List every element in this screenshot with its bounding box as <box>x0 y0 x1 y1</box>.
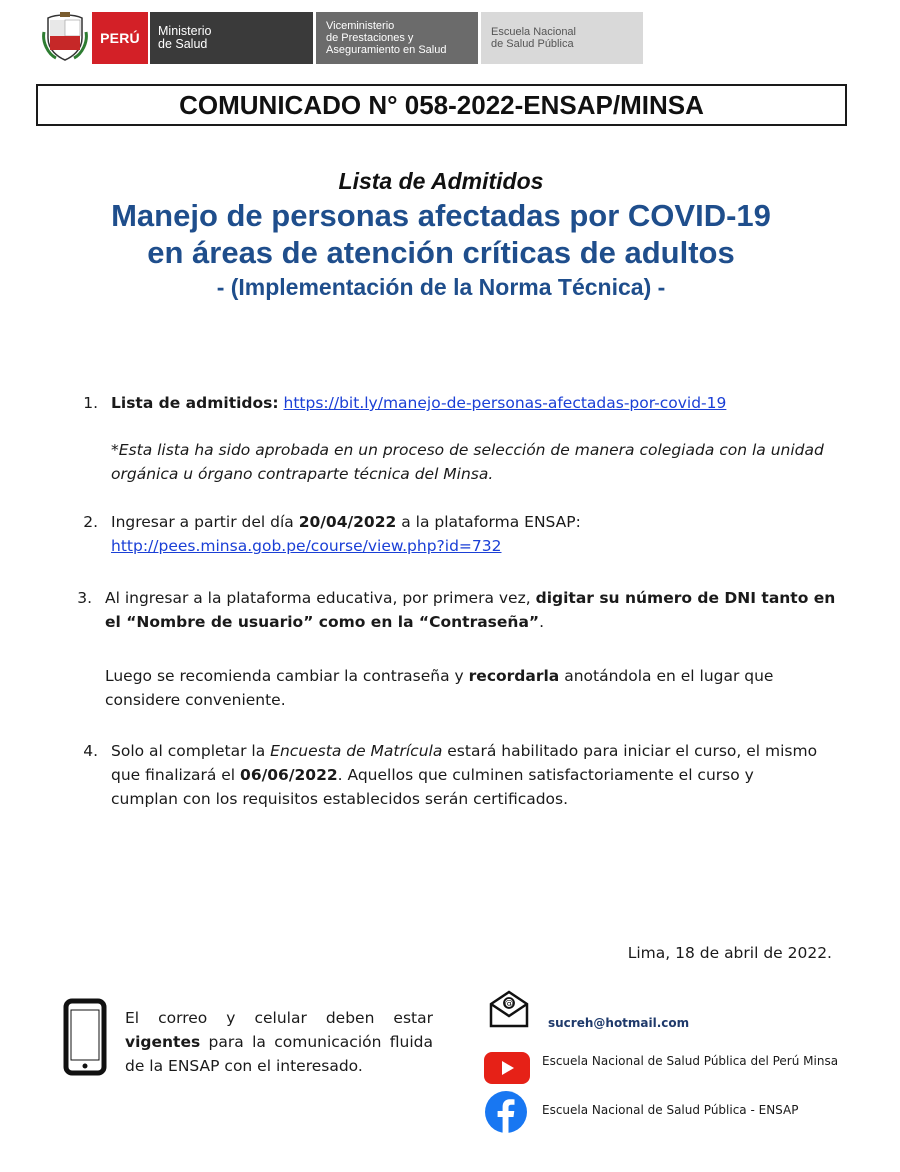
item-number: 3. <box>77 589 92 607</box>
vice-ministry-label: Viceministerio de Prestaciones y Aseguramiento en Salud <box>316 12 478 64</box>
youtube-icon[interactable] <box>484 1052 530 1089</box>
ministry-label: Ministerio de Salud <box>150 12 313 64</box>
email-icon <box>488 988 530 1035</box>
item-number: 1. <box>83 394 98 412</box>
svg-text:@: @ <box>504 999 514 1009</box>
platform-link[interactable]: http://pees.minsa.gob.pe/course/view.php?id=732 <box>111 537 502 555</box>
facebook-page-name[interactable]: Escuela Nacional de Salud Pública - ENSAP <box>542 1103 799 1117</box>
contact-notice: El correo y celular deben estar vigentes para la comunicación fluida de la ENSAP con el interesado. <box>125 1009 433 1075</box>
youtube-channel-name[interactable]: Escuela Nacional de Salud Pública del Perú Minsa <box>542 1054 839 1068</box>
coat-of-arms-logo <box>42 12 88 62</box>
item-number: 4. <box>83 742 98 760</box>
peru-label: PERÚ <box>92 12 148 64</box>
school-label: Escuela Nacional de Salud Pública <box>481 12 643 64</box>
password-advice: Luego se recomienda cambiar la contraseña y recordarla anotándola en el lugar que considere conveniente. <box>105 667 774 709</box>
item-label: Lista de admitidos: <box>111 394 279 412</box>
facebook-icon[interactable] <box>485 1091 527 1138</box>
subtitle: Lista de Admitidos <box>338 168 544 194</box>
document-title: COMUNICADO N° 058-2022-ENSAP/MINSA <box>36 84 847 126</box>
item-number: 2. <box>83 513 98 531</box>
list-item-3: Al ingresar a la plataforma educativa, por primera vez, digitar su número de DNI tanto en el “Nombre de usuario” como en la “Contraseña”. <box>105 589 836 631</box>
course-title-line2: en áreas de atención críticas de adultos <box>147 235 735 270</box>
list-item-1 <box>111 391 726 415</box>
item-note: *Esta lista ha sido aprobada en un proceso de selección de manera colegiada con la unidad orgánica u órgano contraparte técnica del Minsa. <box>111 441 824 483</box>
course-title-line1: Manejo de personas afectadas por COVID-19 <box>111 198 771 233</box>
phone-icon <box>63 998 107 1081</box>
contact-email: sucreh@hotmail.com <box>548 1016 690 1030</box>
list-item-2: Ingresar a partir del día 20/04/2022 a la plataforma ENSAP: http://pees.minsa.gob.pe/course/view.php?id=732 <box>111 513 581 555</box>
date-line: Lima, 18 de abril de 2022. <box>627 944 832 962</box>
admitted-list-link[interactable]: https://bit.ly/manejo-de-personas-afectadas-por-covid-19 <box>283 394 727 412</box>
list-item-4: Solo al completar la Encuesta de Matrícula estará habilitado para iniciar el curso, el mismo que finalizará el 06/06/2022. Aquellos que culminen satisfactoriamente el curso y cumplan con los requisitos establecidos serán certificados. <box>111 742 818 808</box>
course-title-line3: - (Implementación de la Norma Técnica) - <box>216 274 666 300</box>
